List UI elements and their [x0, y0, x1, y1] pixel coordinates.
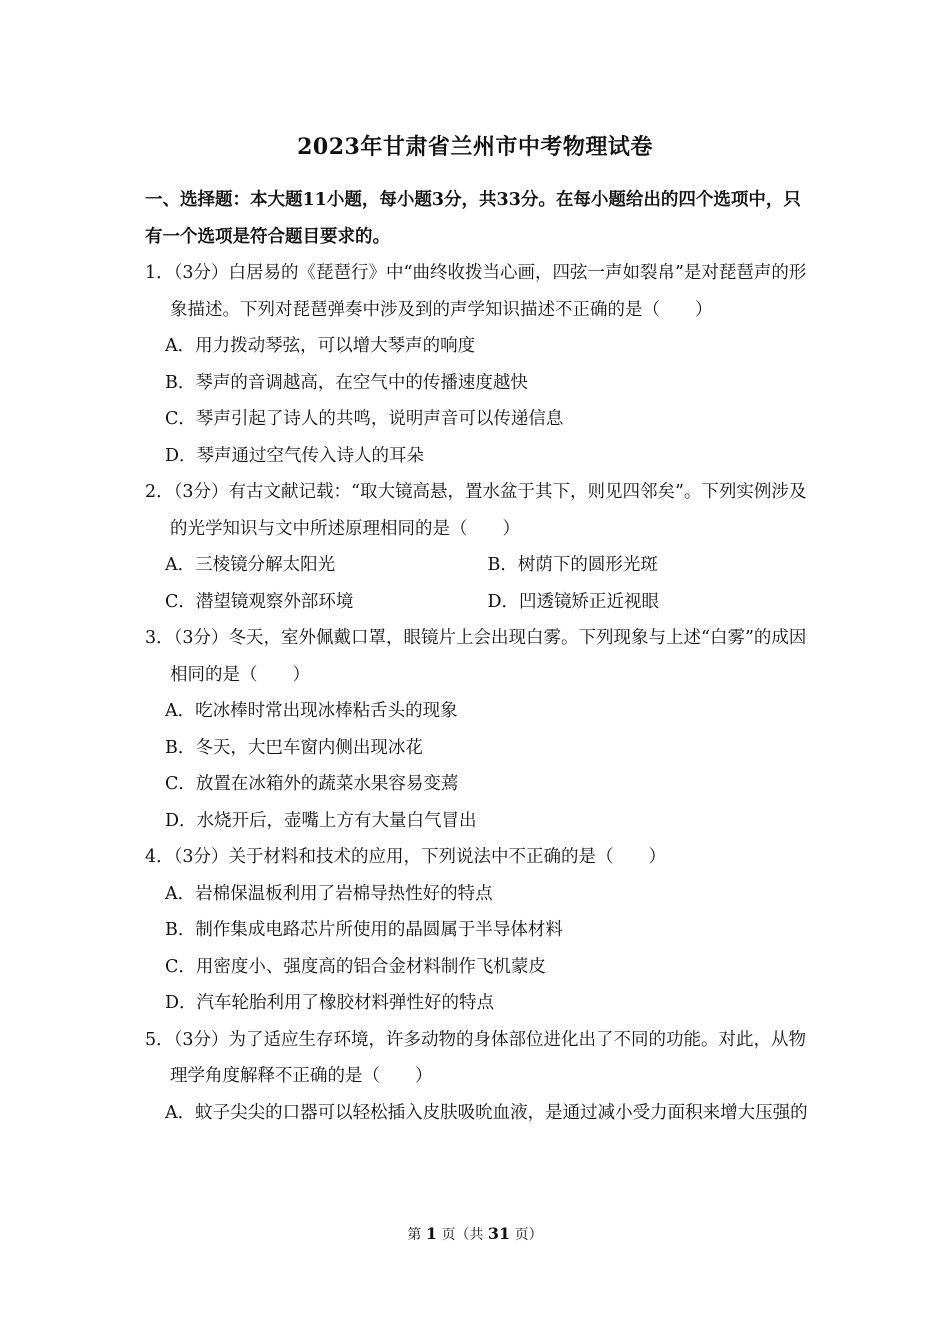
page-footer — [0, 1224, 950, 1244]
question-2-option-a: A．三棱镜分解太阳光 — [165, 555, 336, 575]
question-2-option-c: C．潜望镜观察外部环境 — [165, 591, 354, 612]
question-1: 1．（3分）白居易的《琵琶行》中“曲终收拨当心画，四弦一声如裂帛”是对琵琶声的形象描述。下列对琵琶弹奏中涉及到的声学知识描述不正确的是（ ） — [145, 263, 807, 320]
question-2-options-row-1 — [145, 547, 810, 584]
question-3-option-d: D．水烧开后，壶嘴上方有大量白气冒出 — [165, 810, 477, 831]
question-2-option-b: B．树荫下的圆形光斑 — [487, 555, 658, 575]
question-2: 2．（3分）有古文献记载：“取大镜高悬，置水盆于其下，则见四邻矣”。下列实例涉及的光学知识与文中所述原理相同的是（ ） — [145, 482, 807, 539]
section-heading: 一、选择题：本大题11小题，每小题3分，共33分。在每小题给出的四个选项中，只有一个选项是符合题目要求的。 — [145, 190, 801, 247]
question-2-options-row-2 — [145, 584, 810, 621]
question-3-option-a: A．吃冰棒时常出现冰棒粘舌头的现象 — [165, 701, 458, 721]
footer-prefix: 第 — [407, 1227, 422, 1243]
question-3-option-b: B．冬天，大巴车窗内侧出现冰花 — [165, 737, 423, 758]
footer-page-number: 1 — [425, 1224, 437, 1243]
footer-suffix: 页） — [514, 1227, 543, 1243]
question-4-option-a: A．岩棉保温板利用了岩棉导热性好的特点 — [165, 883, 493, 904]
question-1-option-b: B．琴声的音调越高，在空气中的传播速度越快 — [165, 372, 528, 393]
footer-middle: 页（共 — [441, 1227, 484, 1243]
question-1-option-c: C．琴声引起了诗人的共鸣，说明声音可以传递信息 — [165, 409, 564, 429]
question-4-option-c: C．用密度小、强度高的铝合金材料制作飞机蒙皮 — [165, 956, 546, 977]
question-3: 3．（3分）冬天，室外佩戴口罩，眼镜片上会出现白雾。下列现象与上述“白雾”的成因相同的是（ ） — [145, 628, 807, 685]
exam-content — [145, 182, 810, 1131]
question-1-option-a: A．用力拨动琴弦，可以增大琴声的响度 — [165, 336, 476, 356]
page-title: 2023年甘肃省兰州市中考物理试卷 — [297, 134, 653, 160]
question-2-option-d: D．凹透镜矫正近视眼 — [487, 591, 660, 612]
question-4-option-d: D．汽车轮胎利用了橡胶材料弹性好的特点 — [165, 993, 495, 1013]
question-5-option-a: A．蚊子尖尖的口器可以轻松插入皮肤吸吮血液，是通过减小受力面积来增大压强的 — [165, 1102, 808, 1123]
question-3-option-c: C．放置在冰箱外的蔬菜水果容易变蔫 — [165, 774, 459, 794]
question-5: 5．（3分）为了适应生存环境，许多动物的身体部位进化出了不同的功能。对此，从物理学角度解释不正确的是（ ） — [145, 1029, 807, 1086]
question-1-option-d: D．琴声通过空气传入诗人的耳朵 — [165, 445, 425, 466]
footer-total-pages: 31 — [487, 1224, 511, 1243]
question-4-option-b: B．制作集成电路芯片所使用的晶圆属于半导体材料 — [165, 920, 563, 940]
question-4: 4．（3分）关于材料和技术的应用，下列说法中不正确的是（ ） — [145, 847, 667, 867]
